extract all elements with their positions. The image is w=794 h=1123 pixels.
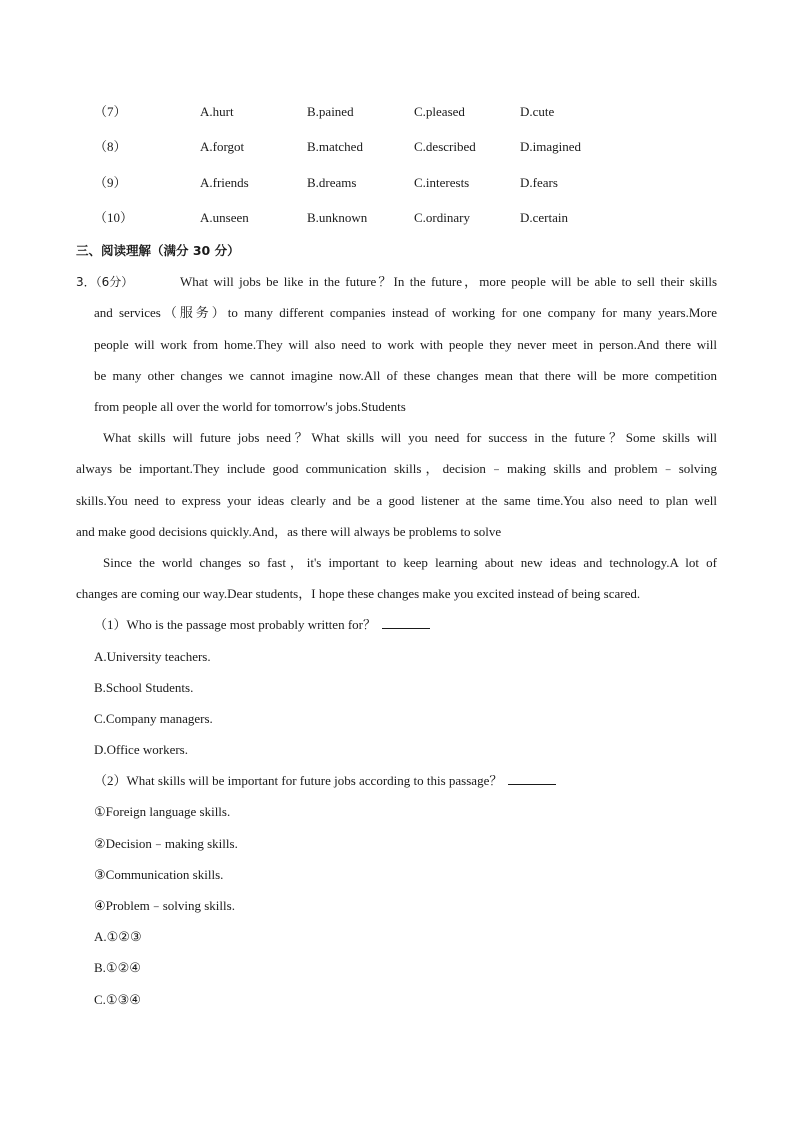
question-2-stem [94,771,556,791]
option-number: （9） [94,175,127,190]
choice-c: C.Company managers. [94,711,213,726]
option-row [0,208,794,228]
passage-line: and make good decisions quickly.And，as there will always be problems to solve [76,524,502,539]
choice-b: B.School Students. [94,680,194,695]
option-row [0,173,794,193]
option-b: B.pained [307,104,354,119]
answer-blank[interactable] [508,771,556,785]
option-a: A.forgot [200,139,245,154]
option-a: A.unseen [200,210,249,225]
passage-line: Since the world changes so fast，it's important to keep learning about new ideas and technology.A lot of [103,555,717,570]
passage-line: from people all over the world for tomorrow's jobs.Students [94,399,406,414]
option-b: B.dreams [307,175,357,190]
item-4: ④Problem﹣solving skills. [94,898,235,913]
question-number: 3．（6分） [76,275,134,289]
option-b: B.unknown [307,210,368,225]
option-b: B.matched [307,139,363,154]
question-1-stem [94,615,430,635]
choice-d: D.Office workers. [94,742,188,757]
passage-line: be many other changes we cannot imagine now.All of these changes mean that there will be more competition [94,368,717,383]
section-title: 三、阅读理解（满分 30 分） [76,243,240,258]
passage-line: What will jobs be like in the future？In the future，more people will be able to sell their skills [180,274,717,289]
answer-blank[interactable] [382,615,430,629]
option-a: A.hurt [200,104,234,119]
option-d: D.fears [520,175,558,190]
passage-line: people will work from home.They will also need to work with people they never meet in person.And there will [94,337,717,352]
option-c: C.described [414,139,476,154]
passage-line: and services（服务）to many different companies instead of working for one company for many years.More [94,305,717,320]
option-a: A.friends [200,175,249,190]
item-2: ②Decision﹣making skills. [94,836,238,851]
option-number: （8） [94,139,127,154]
item-1: ①Foreign language skills. [94,804,231,819]
option-number: （7） [94,104,127,119]
choice-c: C.①③④ [94,992,141,1007]
choice-a: A.University teachers. [94,649,211,664]
choice-b: B.①②④ [94,960,141,975]
option-number: （10） [94,210,134,225]
passage-line: What skills will future jobs need？What skills will you need for success in the future？Some skills will [103,430,717,445]
option-d: D.cute [520,104,555,119]
passage-line: skills.You need to express your ideas clearly and be a good listener at the same time.You also need to plan well [76,493,717,508]
option-c: C.ordinary [414,210,470,225]
passage-line: always be important.They include good communication skills，decision﹣making skills and problem﹣solving [76,461,717,476]
question-stem-text: （1）Who is the passage most probably written for？ [94,617,376,632]
question-stem-text: （2）What skills will be important for future jobs according to this passage？ [94,773,503,788]
option-c: C.pleased [414,104,465,119]
option-row [0,137,794,157]
option-d: D.certain [520,210,569,225]
option-d: D.imagined [520,139,582,154]
option-row [0,102,794,122]
passage-line: changes are coming our way.Dear students，I hope these changes make you excited instead of being scared. [76,586,641,601]
option-c: C.interests [414,175,470,190]
choice-a: A.①②③ [94,929,142,944]
item-3: ③Communication skills. [94,867,224,882]
